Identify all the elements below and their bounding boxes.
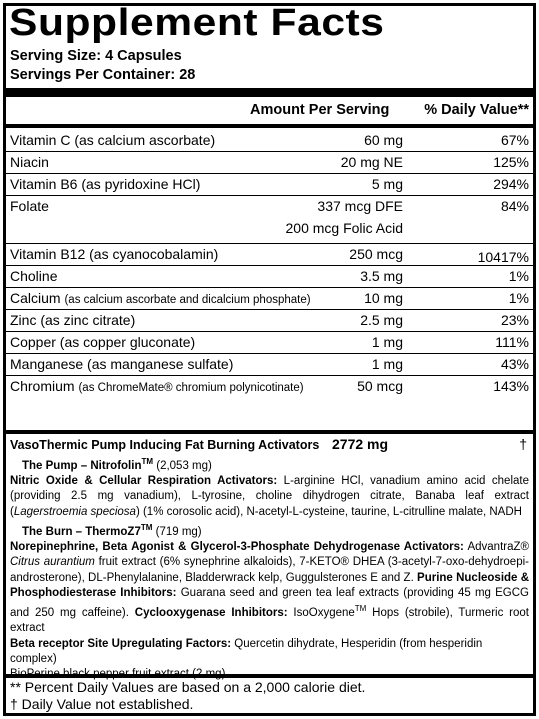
supplement-facts-panel <box>3 3 536 716</box>
amount-column-header: Amount Per Serving <box>250 102 390 118</box>
table-row <box>6 176 533 194</box>
footnote-daily-values: ** Percent Daily Values are based on a 2,000 calorie diet. <box>10 679 366 695</box>
blend-daily-value: † <box>519 436 527 452</box>
beta-receptor-ingredients: Beta receptor Site Upregulating Factors: Quercetin dihydrate, Hesperidin (from hesperidin complex) <box>10 637 483 666</box>
table-row <box>6 290 533 308</box>
serving-size: Serving Size: 4 Capsules <box>10 48 182 64</box>
table-row <box>6 312 533 330</box>
nutrient-name: Vitamin C (as calcium ascorbate) <box>10 132 216 148</box>
daily-value-column-header: % Daily Value** <box>424 102 529 118</box>
servings-per-container: Servings Per Container: 28 <box>10 67 196 83</box>
nutrient-name: Copper (as copper gluconate) <box>10 334 196 350</box>
pump-subblend: The Pump – Nitrofolin™ (2,053 mg) <box>22 457 212 472</box>
table-row <box>6 268 533 286</box>
nutrient-amount: 50 mcg <box>357 378 403 394</box>
nutrient-amount: 60 mg <box>364 132 403 148</box>
row-divider <box>6 375 533 376</box>
nutrient-amount: 3.5 mg <box>360 268 403 284</box>
nutrient-name: Chromium (as ChromeMate® chromium polynicotinate) <box>10 378 304 394</box>
row-divider <box>6 265 533 266</box>
table-row <box>6 378 533 396</box>
nutrient-name: Zinc (as zinc citrate) <box>10 312 136 328</box>
nutrient-daily-value: 143% <box>493 378 529 394</box>
nutrient-name: Folate <box>10 198 49 214</box>
row-divider <box>6 331 533 332</box>
nutrient-name: Niacin <box>10 154 49 170</box>
nitric-oxide-ingredients: Nitric Oxide & Cellular Respiration Activators: L-arginine HCl, vanadium amino acid chelate (providing 2.5 mg vanadium), L-tyrosine, choline dihydrogen citrate, Banaba leaf extract (Lagerstroemia speciosa) (1% corosolic acid), N-acetyl-L-cysteine, taurine, L-citrulline malate, NADH <box>10 475 529 518</box>
nutrient-daily-value: 84% <box>500 198 529 214</box>
table-row <box>6 356 533 374</box>
panel-title: Supplement Facts <box>9 2 385 44</box>
thick-divider <box>6 88 533 97</box>
footer-divider <box>6 674 533 678</box>
row-divider <box>6 243 533 244</box>
nutrient-daily-value: 67% <box>500 132 529 148</box>
blend-title: VasoThermic Pump Inducing Fat Burning Activators <box>10 438 320 452</box>
nutrient-daily-value: 43% <box>500 356 529 372</box>
row-divider <box>6 287 533 288</box>
table-row <box>6 132 533 150</box>
table-row <box>6 334 533 352</box>
table-row <box>6 198 533 242</box>
nutrient-daily-value: 294% <box>493 176 529 192</box>
nutrient-name: Choline <box>10 268 58 284</box>
nutrient-amount-secondary: 200 mcg Folic Acid <box>285 220 403 236</box>
nutrient-name: Manganese (as manganese sulfate) <box>10 356 234 372</box>
nutrient-amount: 2.5 mg <box>360 312 403 328</box>
table-row <box>6 154 533 172</box>
norepinephrine-ingredients: Norepinephrine, Beta Agonist & Glycerol-3-Phosphate Dehydrogenase Activators: AdvantraZ® Citrus aurantium fruit extract (6% synephrine alkaloids), 7-KETO® DHEA (3-acetyl-7-oxo-dehydroepi-androsterone), DL-Phenylalanine, Bladderwrack kelp, Guggulsterones E and Z. Purine Nucleoside & Phosphodiesterase Inhibitors: Guarana seed and green tea leaf extracts (providing 45 mg EGCG and 250 mg caffeine). Cyclooxygenase Inhibitors: IsoOxygene™ Hops (strobile), Turmeric root extract <box>10 541 530 635</box>
blend-amount: 2772 mg <box>332 436 389 452</box>
nutrient-name: Vitamin B6 (as pyridoxine HCl) <box>10 176 201 192</box>
burn-subblend: The Burn – ThermoZ7™ (719 mg) <box>22 523 202 538</box>
nutrient-amount: 5 mg <box>371 176 403 192</box>
nutrient-amount: 1 mg <box>371 334 403 350</box>
row-divider <box>6 173 533 174</box>
footnote-not-established: † Daily Value not established. <box>10 696 194 712</box>
nutrient-name: Vitamin B12 (as cyanocobalamin) <box>10 246 219 262</box>
row-divider <box>6 353 533 354</box>
nutrient-daily-value: 10417% <box>477 249 529 265</box>
nutrient-daily-value: 125% <box>493 154 529 170</box>
blend-details <box>10 454 529 683</box>
nutrient-amount: 250 mcg <box>349 246 403 262</box>
nutrient-amount: 10 mg <box>364 290 403 306</box>
row-divider <box>6 195 533 196</box>
nutrient-daily-value: 1% <box>508 268 529 284</box>
nutrient-daily-value: 23% <box>500 312 529 328</box>
nutrient-amount: 20 mg NE <box>340 154 403 170</box>
nutrient-daily-value: 111% <box>495 334 529 350</box>
nutrient-amount: 1 mg <box>371 356 403 372</box>
row-divider <box>6 309 533 310</box>
nutrient-name: Calcium (as calcium ascorbate and dicalcium phosphate) <box>10 290 311 306</box>
nutrient-amount: 337 mcg DFE <box>317 198 403 214</box>
table-row <box>6 246 533 264</box>
header-divider <box>6 124 533 128</box>
row-divider <box>6 151 533 152</box>
nutrient-daily-value: 1% <box>508 290 529 306</box>
blend-divider <box>6 430 533 434</box>
